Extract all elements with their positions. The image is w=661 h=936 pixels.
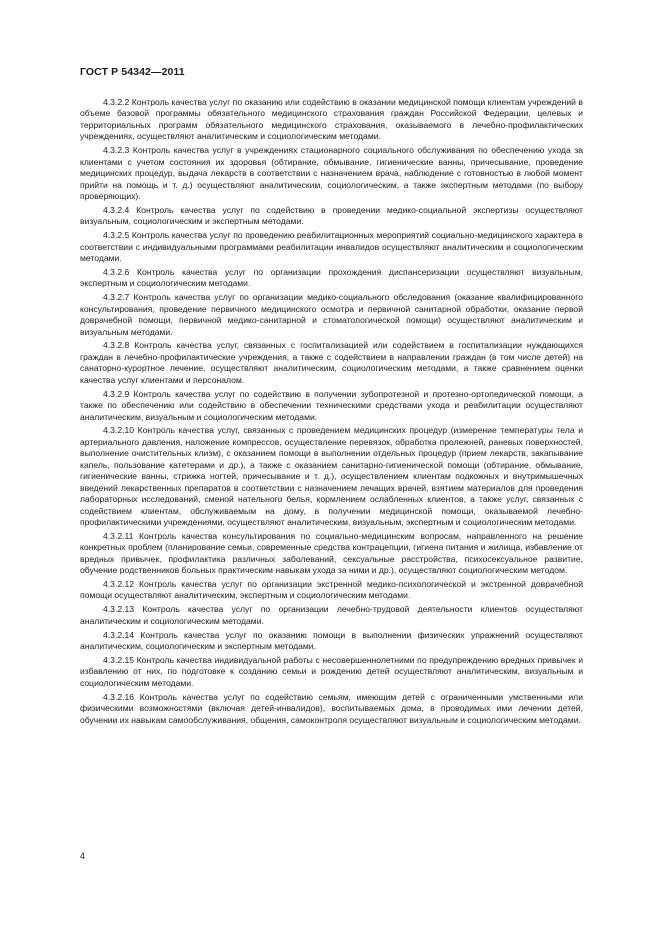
paragraph-4-3-2-10: 4.3.2.10 Контроль качества услуг, связанных с проведением медицинских процедур (измерение температуры тела и артериального давления, наложение компрессов, осуществление перевязок, обработка пролежней, раневых поверхностей, выполнение очистительных клизм), с оказанием помощи в выполнении отдельных процедур (прием лекарств, закапывание капель, пользование катетерами и др.), а также с оказанием санитарно-гигиенической помощи (обтирание, обмывание, гигиенические ванны, стрижка ногтей, причесывание и т. д.), осуществлением клиентам подкожных и внутримышечных введений лекарственных препаратов в соответствии с назначением лечащих врачей, взятием материалов для проведения лабораторных исследований, сменой нательного белья, кормлением ослабленных клиентов, а также услуг, связанных с содействием клиентам, обслуживаемым на дому, в получении медицинской помощи, оказываемой лечебно-профилактическими учреждениями, осуществляют аналитическим, визуальным, экспертным и социологическим методами. [80, 425, 583, 527]
paragraph-4-3-2-14: 4.3.2.14 Контроль качества услуг по оказанию помощи в выполнении физических упражнений осуществляют аналитическим, социологическим и экспертным методами. [80, 629, 583, 652]
paragraph-4-3-2-8: 4.3.2.8 Контроль качества услуг, связанных с госпитализацией или содействием в госпитализации нуждающихся граждан в лечебно-профилактические учреждения, а также с содействием в направлении граждан (в том числе детей) на санаторно-курортное лечение, осуществляют аналитическим, социологическим методами, а также сравнением оценки качества услуг клиентами и персоналом. [80, 340, 583, 385]
paragraph-4-3-2-7: 4.3.2.7 Контроль качества услуг по организации медико-социального обследования (оказание квалифицированного консультирования, проведение первичного медицинского осмотра и первичной санитарной обработки, оказание первой доврачебной помощи, первичной медико-санитарной и стоматологической помощи) осуществляют аналитическим и визуальным методами. [80, 292, 583, 337]
paragraph-4-3-2-15: 4.3.2.15 Контроль качества индивидуальной работы с несовершеннолетними по предупреждению вредных привычек и избавлению от них, по подготовке к созданию семьи и рождению детей осуществляют аналитическим, визуальным и социологическим методами. [80, 654, 583, 688]
paragraph-4-3-2-16: 4.3.2.16 Контроль качества услуг по содействию семьям, имеющим детей с ограниченными умственными или физическими возможностями (включая детей-инвалидов), воспитываемых дома, в проводимых ими лечении детей, обучении их навыкам самообслуживания, общения, самоконтроля осуществляют визуальным и социологическим методами. [80, 691, 583, 725]
paragraph-4-3-2-6: 4.3.2.6 Контроль качества услуг по организации прохождения диспансеризации осуществляют визуальным, экспертным и социологическим методами. [80, 266, 583, 289]
paragraph-4-3-2-9: 4.3.2.9 Контроль качества услуг по содействию в получении зубопротезной и протезно-ортопедической помощи, а также по обеспечению или содействию в обеспечении техническими средствами ухода и реабилитации осуществляют аналитическим, визуальным и социологическим методами. [80, 388, 583, 422]
document-body [80, 97, 583, 728]
paragraph-4-3-2-12: 4.3.2.12 Контроль качества услуг по организации экстренной медико-психологической и экстренной доврачебной помощи осуществляют аналитическим, экспертным и социологическим методами. [80, 579, 583, 601]
paragraph-4-3-2-3: 4.3.2.3 Контроль качества услуг в учреждениях стационарного социального обслуживания по обеспечению ухода за клиентами с учетом состояния их здоровья (обтирание, обмывание, гигиенические ванны, причесывание, проведение медицинских процедур, выдача лекарств в соответствии с назначением врача, наблюдение с готовностью в любой момент прийти на помощь и т. д.) осуществляют аналитическим, социологическим, а также экспертным методами (по выбору проверяющих). [80, 145, 583, 202]
document-header: ГОСТ Р 54342—2011 [80, 66, 185, 78]
page-number: 4 [80, 851, 86, 861]
paragraph-4-3-2-11: 4.3.2.11 Контроль качества консультирования по социально-медицинским вопросам, направленного на решение конкретных проблем (планирование семьи, современные средства контрацепции, гигиена питания и жилища, избавление от вредных привычек, профилактика различных заболеваний, сексуальные расстройства, психосексуальное развитие, обучение родственников больных практическим навыкам ухода за ними и др.), осуществляют социологическим методом. [80, 530, 583, 576]
paragraph-4-3-2-2: 4.3.2.2 Контроль качества услуг по оказанию или содействию в оказании медицинской помощи клиентам учреждений в объеме базовой программы обязательного медицинского страхования граждан Российской Федерации, целевых и территориальных программ обязательного медицинского страхования, оказываемого в лечебно-профилактических учреждениях, осуществляют аналитическим и социологическим методами. [80, 97, 583, 142]
paragraph-4-3-2-4: 4.3.2.4 Контроль качества услуг по содействию в проведении медико-социальной экспертизы осуществляют визуальным, социологическим и экспертным методами. [80, 204, 583, 227]
paragraph-4-3-2-13: 4.3.2.13 Контроль качества услуг по организации лечебно-трудовой деятельности клиентов осуществляют аналитическим и социологическим методами. [80, 604, 583, 626]
paragraph-4-3-2-5: 4.3.2.5 Контроль качества услуг по проведению реабилитационных мероприятий социально-медицинского характера в соответствии с индивидуальными программами реабилитации инвалидов осуществляют аналитическим и социологическим методами. [80, 230, 583, 264]
